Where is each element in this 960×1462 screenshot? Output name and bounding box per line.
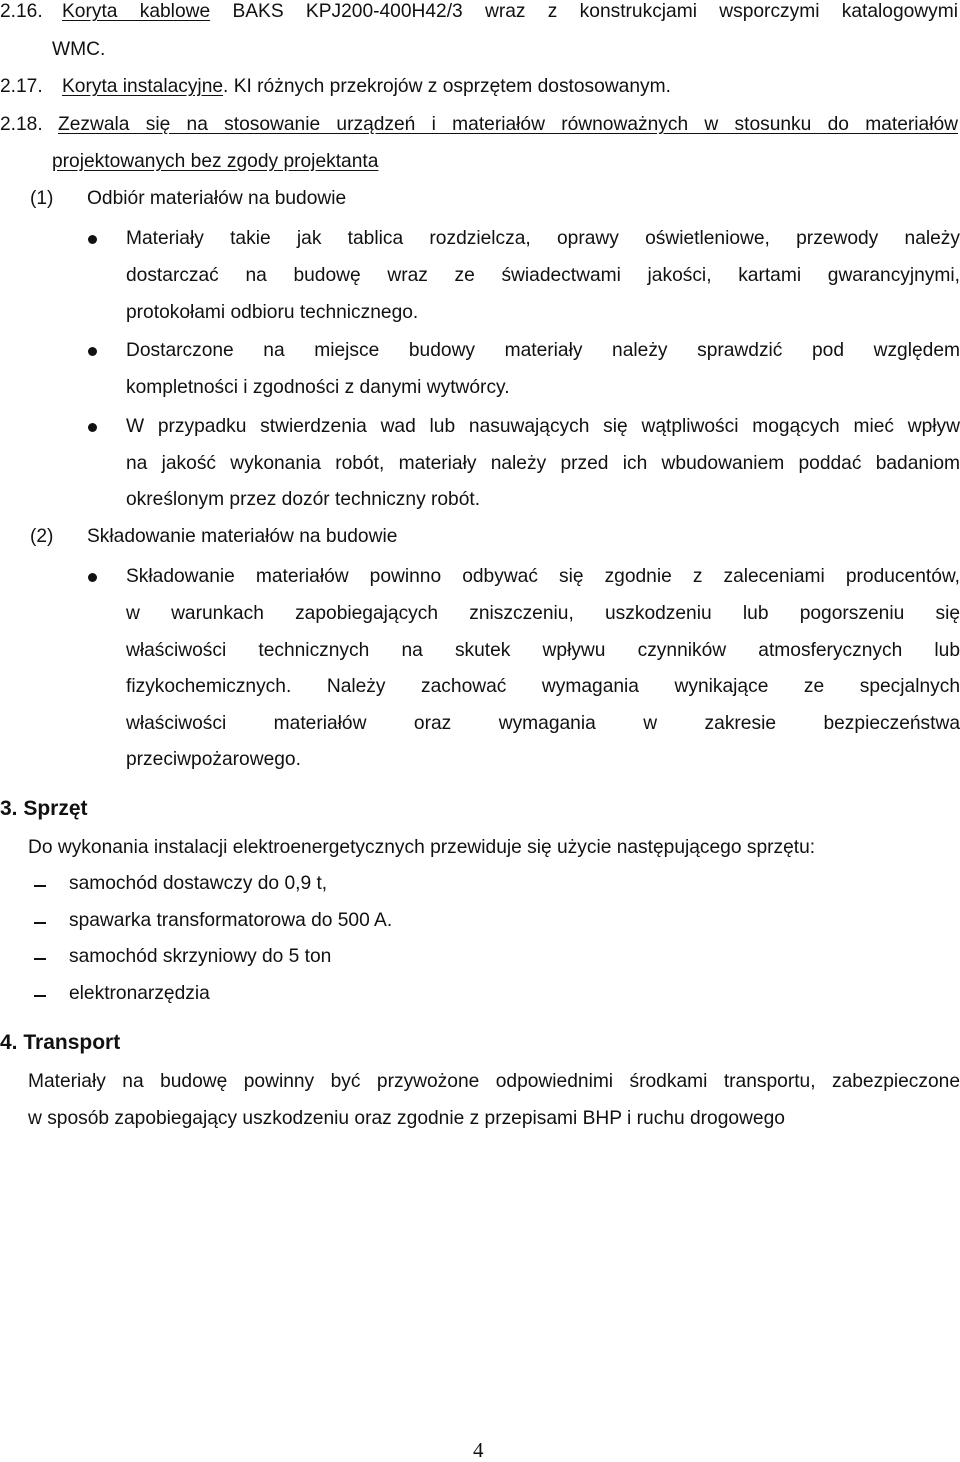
paragraph-line: właściwości technicznych na skutek wpływu czynników atmosferycznych lub bbox=[126, 640, 960, 661]
item-217-rest: . KI różnych przekrojów z osprzętem dostosowanym. bbox=[223, 76, 671, 97]
dash-icon bbox=[34, 885, 46, 887]
section-heading: 4. Transport bbox=[0, 1031, 121, 1054]
bullet-icon bbox=[88, 423, 97, 432]
dash-icon bbox=[34, 922, 46, 924]
section-number: (2) bbox=[30, 526, 54, 547]
list-item: samochód dostawczy do 0,9 t, bbox=[69, 873, 328, 894]
bullet-icon bbox=[88, 573, 97, 582]
item-216-underlined: Koryta kablowe bbox=[62, 1, 211, 22]
paragraph-line: Składowanie materiałów powinno odbywać się zgodnie z zaleceniami producentów, bbox=[126, 566, 960, 587]
item-218-line2: projektowanych bez zgody projektanta bbox=[52, 151, 379, 172]
item-number: 2.18. bbox=[0, 114, 43, 135]
paragraph-line: przeciwpożarowego. bbox=[126, 749, 301, 770]
paragraph-line: na jakość wykonania robót, materiały należy przed ich wbudowaniem poddać badaniom bbox=[126, 453, 960, 474]
item-number: 2.17. bbox=[0, 76, 43, 97]
section-title: Odbiór materiałów na budowie bbox=[87, 188, 347, 209]
paragraph-line: Materiały takie jak tablica rozdzielcza, oprawy oświetleniowe, przewody należy bbox=[126, 228, 960, 249]
item-216-rest: BAKS KPJ200-400H42/3 wraz z konstrukcjami wsporczymi katalogowymi bbox=[232, 1, 958, 22]
item-218-line1: Zezwala się na stosowanie urządzeń i materiałów równoważnych w stosunku do materiałów bbox=[58, 114, 958, 135]
list-item: spawarka transformatorowa do 500 A. bbox=[69, 910, 393, 931]
bullet-icon bbox=[88, 347, 97, 356]
dash-icon bbox=[34, 995, 46, 997]
paragraph-line: fizykochemicznych. Należy zachować wymagania wynikające ze specjalnych bbox=[126, 676, 960, 697]
list-item: elektronarzędzia bbox=[69, 983, 210, 1004]
paragraph-line: w sposób zapobiegający uszkodzeniu oraz zgodnie z przepisami BHP i ruchu drogowego bbox=[28, 1108, 785, 1129]
list-item: samochód skrzyniowy do 5 ton bbox=[69, 946, 332, 967]
paragraph-line: dostarczać na budowę wraz ze świadectwami jakości, kartami gwarancyjnymi, bbox=[126, 265, 960, 286]
paragraph-line: Materiały na budowę powinny być przywożone odpowiednimi środkami transportu, zabezpieczone bbox=[28, 1071, 960, 1092]
paragraph-line: Dostarczone na miejsce budowy materiały należy sprawdzić pod względem bbox=[126, 340, 960, 361]
item-number: 2.16. bbox=[0, 1, 43, 22]
section-title: Składowanie materiałów na budowie bbox=[87, 526, 398, 547]
page-number: 4 bbox=[473, 1438, 484, 1462]
paragraph-line: właściwości materiałów oraz wymagania w zakresie bezpieczeństwa bbox=[126, 713, 960, 734]
section-number: (1) bbox=[30, 188, 54, 209]
section-heading: 3. Sprzęt bbox=[0, 797, 88, 820]
paragraph-line: Do wykonania instalacji elektroenergetycznych przewiduje się użycie następującego sprzętu: bbox=[28, 837, 816, 858]
bullet-icon bbox=[88, 235, 97, 244]
item-216-line bbox=[62, 2, 958, 21]
paragraph-line: w warunkach zapobiegających zniszczeniu, uszkodzeniu lub pogorszeniu się bbox=[126, 603, 960, 624]
dash-icon bbox=[34, 958, 46, 960]
item-217-underlined: Koryta instalacyjne bbox=[62, 76, 224, 97]
paragraph-line: określonym przez dozór techniczny robót. bbox=[126, 489, 481, 510]
paragraph-line: kompletności i zgodności z danymi wytwórcy. bbox=[126, 377, 510, 398]
item-217-line bbox=[62, 77, 671, 96]
item-216-line2: WMC. bbox=[52, 39, 106, 60]
paragraph-line: protokołami odbioru technicznego. bbox=[126, 302, 419, 323]
paragraph-line: W przypadku stwierdzenia wad lub nasuwających się wątpliwości mogących mieć wpływ bbox=[126, 416, 960, 437]
